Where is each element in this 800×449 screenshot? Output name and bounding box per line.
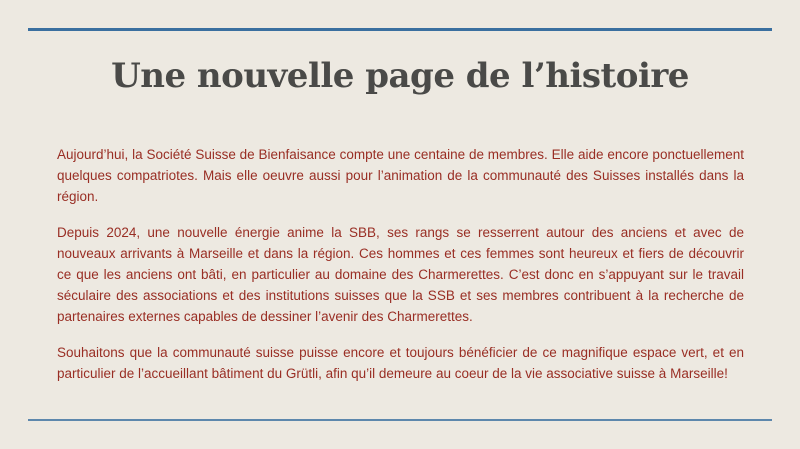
bottom-divider-line bbox=[28, 419, 772, 421]
top-divider-line bbox=[28, 28, 772, 31]
paragraph-3: Souhaitons que la communauté suisse puisse encore et toujours bénéficier de ce magnifique espace vert, et en particulier de l’accueillant bâtiment du Grütli, afin qu’il demeure au coeur de la vie associative suisse à Marseille! bbox=[57, 345, 744, 381]
paragraph-2: Depuis 2024, une nouvelle énergie anime la SBB, ses rangs se resserrent autour des anciens et avec de nouveaux arrivants à Marseille et dans la région. Ces hommes et ces femmes sont heureux et fiers de découvrir ce que les anciens ont bâti, en particulier au domaine des Charmerettes. C’est donc en s’appuyant sur le travail séculaire des associations et des institutions suisses que la SSB et ses membres contribuent à la recherche de partenaires externes capables de dessiner l’avenir des Charmerettes. bbox=[57, 225, 744, 324]
page-title: Une nouvelle page de l’histoire bbox=[111, 56, 689, 96]
body-text-block bbox=[57, 144, 744, 384]
paragraph-1: Aujourd’hui, la Société Suisse de Bienfaisance compte une centaine de membres. Elle aide encore ponctuellement quelques compatriotes. Mais elle oeuvre aussi pour l’animation de la communauté des Suisses installés dans la région. bbox=[57, 147, 744, 204]
